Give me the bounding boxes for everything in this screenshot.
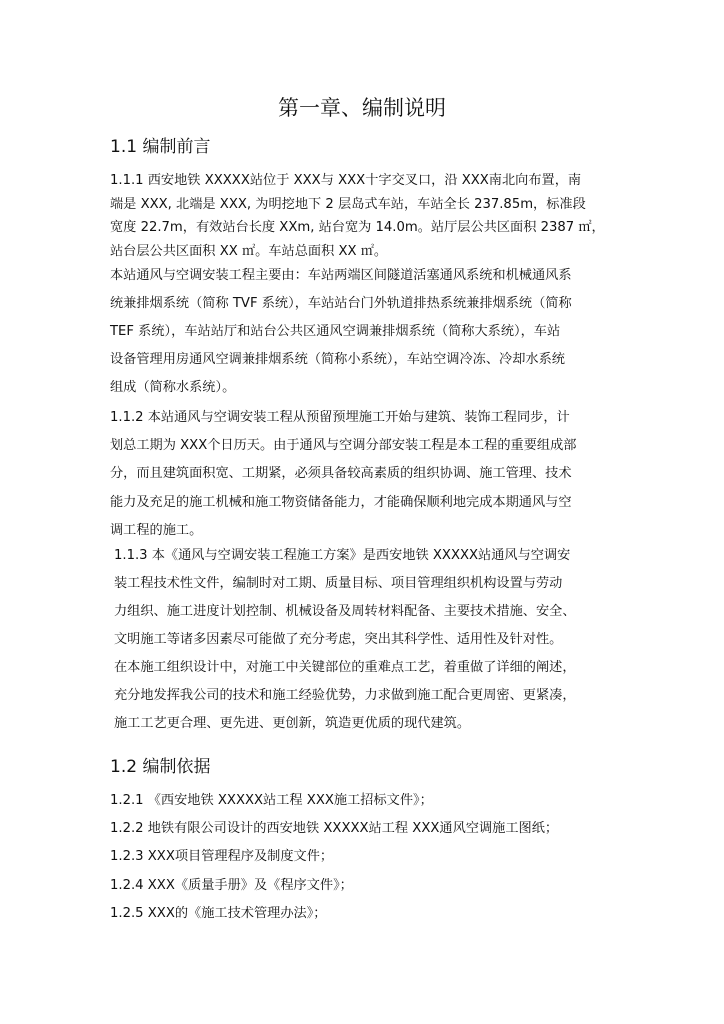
reference-item: 1.2.3 XXX项目管理程序及制度文件； — [110, 849, 334, 864]
paragraph-line: 宽度 22.7m，有效站台长度 XXm, 站台宽为 14.0m。站厅层公共区面积 2387 ㎡， — [110, 220, 605, 235]
paragraph-line: 力组织、施工进度计划控制、机械设备及周转材料配备、主要技术措施、安全、 — [114, 604, 576, 619]
reference-item: 1.2.5 XXX的《施工技术管理办法》； — [110, 906, 327, 921]
chapter-title: 第一章、编制说明 — [278, 96, 446, 120]
paragraph-line: 分，而且建筑面积宽、工期紧，必须具备较高素质的组织协调、施工管理、技术 — [110, 466, 572, 481]
section-heading-1-1: 1.1 编制前言 — [110, 137, 211, 157]
paragraph-line: 装工程技术性文件，编制时对工期、质量目标、项目管理组织机构设置与劳动 — [114, 576, 563, 591]
paragraph-line: 站台层公共区面积 XX ㎡。车站总面积 XX ㎡。 — [110, 244, 388, 259]
paragraph-line: 端是 XXX, 北端是 XXX, 为明挖地下 2 层岛式车站，车站全长 237.85m，标准段 — [110, 197, 586, 212]
paragraph-line: 1.1.2 本站通风与空调安装工程从预留预埋施工开始与建筑、装饰工程同步，计 — [110, 410, 570, 425]
paragraph-line: 设备管理用房通风空调兼排烟系统（简称小系统），车站空调冷冻、冷却水系统 — [110, 352, 565, 367]
paragraph-line: 调工程的施工。 — [110, 523, 203, 538]
reference-item: 1.2.4 XXX《质量手册》及《程序文件》； — [110, 878, 353, 893]
paragraph-line: 本站通风与空调安装工程主要由：车站两端区间隧道活塞通风系统和机械通风系 — [110, 268, 572, 283]
reference-item: 1.2.1 《西安地铁 XXXXX站工程 XXX施工招标文件》； — [110, 793, 433, 808]
paragraph-line: 施工工艺更合理、更先进、更创新，筑造更优质的现代建筑。 — [114, 716, 471, 731]
paragraph-line: 统兼排烟系统（简称 TVF 系统），车站站台门外轨道排热系统兼排烟系统（简称 — [110, 296, 572, 311]
paragraph-line: 1.1.3 本《通风与空调安装工程施工方案》是西安地铁 XXXXX站通风与空调安 — [114, 548, 571, 563]
paragraph-line: 充分地发挥我公司的技术和施工经验优势，力求做到施工配合更周密、更紧凑， — [114, 688, 576, 703]
paragraph-line: 文明施工等诸多因素尽可能做了充分考虑，突出其科学性、适用性及针对性。 — [114, 632, 563, 647]
paragraph-line: 组成（简称水系统）。 — [110, 380, 236, 395]
reference-item: 1.2.2 地铁有限公司设计的西安地铁 XXXXX站工程 XXX通风空调施工图纸； — [110, 821, 559, 836]
paragraph-line: 1.1.1 西安地铁 XXXXX站位于 XXX与 XXX十字交叉口，沿 XXX南北向布置，南 — [110, 173, 582, 188]
paragraph-line: TEF 系统），车站站厅和站台公共区通风空调兼排烟系统（简称大系统），车站 — [110, 324, 561, 339]
paragraph-line: 能力及充足的施工机械和施工物资储备能力，才能确保顺利地完成本期通风与空 — [110, 495, 572, 510]
paragraph-line: 在本施工组织设计中，对施工中关键部位的重难点工艺，着重做了详细的阐述， — [114, 660, 576, 675]
paragraph-line: 划总工期为 XXX个日历天。由于通风与空调分部安装工程是本工程的重要组成部 — [110, 438, 577, 453]
section-heading-1-2: 1.2 编制依据 — [110, 757, 211, 777]
